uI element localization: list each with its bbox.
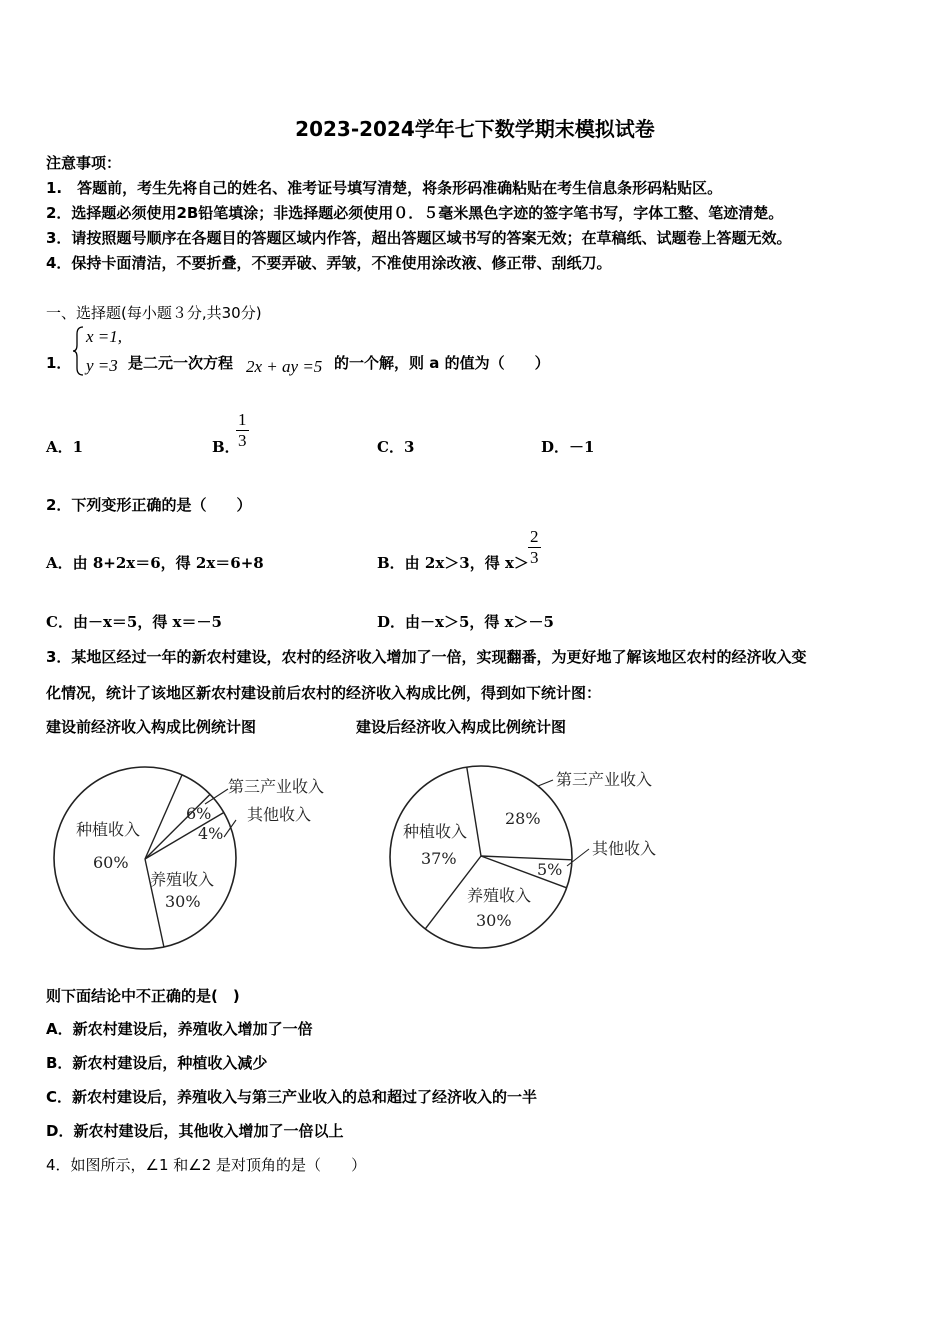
slice-value-label: 30% bbox=[476, 911, 512, 930]
q3-option-a: A．新农村建设后，养殖收入增加了一倍 bbox=[46, 1020, 313, 1038]
fraction-denominator: 3 bbox=[238, 431, 247, 450]
notice-heading: 注意事项： bbox=[46, 154, 122, 172]
slice-category-label: 种植收入 bbox=[76, 820, 141, 839]
q1-number: 1． bbox=[46, 354, 72, 372]
q1-text-b: 的一个解，则 a 的值为（ ） bbox=[334, 354, 550, 372]
q2-option-a: A．由 8+2x＝6，得 2x＝6+8 bbox=[46, 554, 264, 572]
q1-text-a: 是二元一次方程 bbox=[128, 354, 234, 372]
q1-option-b-fraction bbox=[236, 410, 249, 451]
q2-option-b: B．由 2x＞3，得 x＞ bbox=[377, 554, 529, 572]
notice-item-2: 2．选择题必须使用2B铅笔填涂；非选择题必须使用０．５毫米黑色字迹的签字笔书写，字体工整、笔迹清楚。 bbox=[46, 204, 784, 222]
slice-category-label: 第三产业收入 bbox=[556, 770, 653, 789]
slice-category-label: 第三产业收入 bbox=[228, 777, 325, 796]
q3-stem-line2: 化情况，统计了该地区新农村建设前后农村的经济收入构成比例，得到如下统计图： bbox=[46, 684, 602, 702]
slice-value-label: 60% bbox=[93, 853, 129, 872]
q1-system-line2: y =3 bbox=[86, 356, 118, 375]
slice-category-label: 其他收入 bbox=[592, 839, 657, 858]
notice-item-4: 4．保持卡面清洁，不要折叠，不要弄破、弄皱，不准使用涂改液、修正带、刮纸刀。 bbox=[46, 254, 612, 272]
q2-option-d: D．由－x＞5，得 x＞－5 bbox=[377, 613, 554, 631]
q4-stem: 4．如图所示，∠1 和∠2 是对顶角的是（ ） bbox=[46, 1156, 367, 1174]
slice-category-label: 养殖收入 bbox=[150, 870, 215, 889]
slice-category-label: 种植收入 bbox=[403, 822, 468, 841]
q2-option-b-fraction bbox=[528, 527, 541, 568]
slice-value-label: 5% bbox=[537, 860, 563, 879]
q3-option-b: B．新农村建设后，种植收入减少 bbox=[46, 1054, 268, 1072]
q1-option-b-label: B． bbox=[212, 438, 240, 456]
q1-option-c: C．3 bbox=[377, 438, 415, 456]
q1-equation: 2x + ay =5 bbox=[246, 357, 323, 376]
fraction-numerator: 2 bbox=[530, 527, 539, 546]
leader-line bbox=[538, 780, 553, 786]
fraction-numerator: 1 bbox=[238, 410, 247, 429]
q2-option-c: C．由－x＝5，得 x＝－5 bbox=[46, 613, 222, 631]
notice-item-1: 1. 答题前，考生先将自己的姓名、准考证号填写清楚，将条形码准确粘贴在考生信息条形码粘贴区。 bbox=[46, 179, 723, 197]
notice-item-3: 3．请按照题号顺序在各题目的答题区域内作答，超出答题区域书写的答案无效；在草稿纸、试题卷上答题无效。 bbox=[46, 229, 792, 247]
section-heading: 一、选择题(每小题３分,共30分) bbox=[46, 304, 262, 322]
q2-stem: 2．下列变形正确的是（ ） bbox=[46, 496, 252, 514]
chart-title-after: 建设后经济收入构成比例统计图 bbox=[356, 718, 567, 736]
q1-option-a: A．1 bbox=[46, 438, 84, 456]
brace-icon bbox=[72, 325, 86, 377]
slice-value-label: 4% bbox=[198, 824, 224, 843]
q1-option-d: D．－1 bbox=[541, 438, 595, 456]
page-title: 2023-2024学年七下数学期末模拟试卷 bbox=[295, 117, 655, 141]
slice-boundary-4 bbox=[467, 767, 481, 856]
q3-stem-line1: 3．某地区经过一年的新农村建设，农村的经济收入增加了一倍，实现翻番，为更好地了解该地区农村的经济收入变 bbox=[46, 648, 807, 666]
slice-value-label: 37% bbox=[421, 849, 457, 868]
q3-option-c: C．新农村建设后，养殖收入与第三产业收入的总和超过了经济收入的一半 bbox=[46, 1088, 538, 1106]
chart-title-before: 建设前经济收入构成比例统计图 bbox=[46, 718, 257, 736]
leader-line bbox=[567, 849, 589, 866]
slice-category-label: 其他收入 bbox=[247, 805, 312, 824]
q3-question: 则下面结论中不正确的是( ) bbox=[46, 987, 240, 1005]
q1-system-line1: x =1, bbox=[86, 327, 123, 346]
slice-value-label: 28% bbox=[505, 809, 541, 828]
leader-line bbox=[224, 820, 236, 837]
slice-category-label: 养殖收入 bbox=[467, 886, 532, 905]
pie-chart-before bbox=[54, 767, 324, 949]
pie-charts bbox=[0, 740, 950, 980]
slice-value-label: 6% bbox=[186, 804, 212, 823]
fraction-denominator: 3 bbox=[530, 548, 539, 567]
slice-boundary-4 bbox=[145, 775, 182, 859]
slice-value-label: 30% bbox=[165, 892, 201, 911]
q3-option-d: D．新农村建设后，其他收入增加了一倍以上 bbox=[46, 1122, 344, 1140]
pie-chart-after bbox=[390, 766, 656, 948]
